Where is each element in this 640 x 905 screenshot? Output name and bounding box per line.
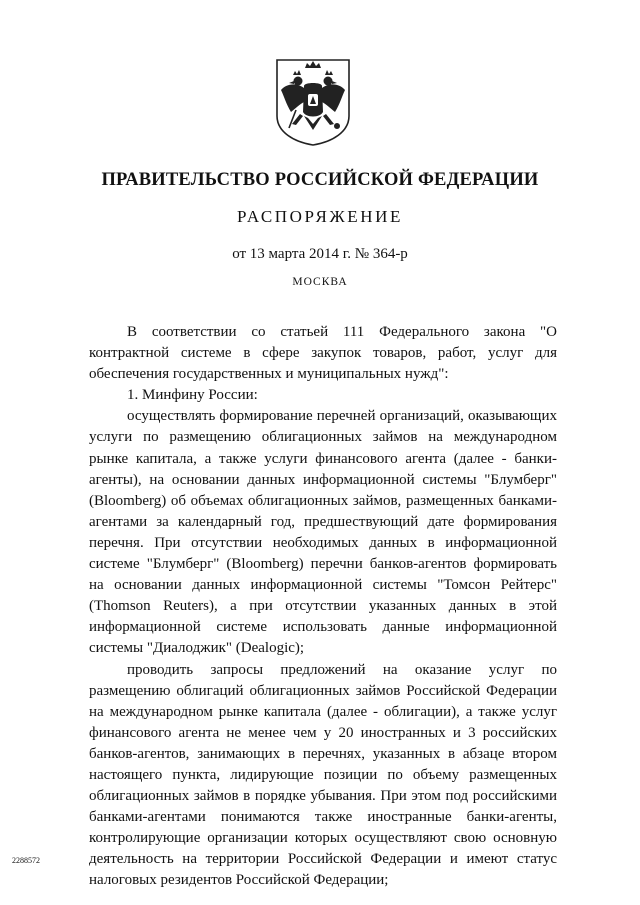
body-paragraph-item-1-heading: 1. Минфину России: (127, 387, 258, 404)
body-paragraph-list-formation: осуществлять формирование перечней организаций, оказывающих услуги по размещению облигационных займов на международном рынке капитала, а также услуги финансового агента (далее - банки-агенты), на основании данных информационной системы "Блумберг" (Bloomberg) об объемах облигационных займов, размещенных банками-агентами за календарный год, предшествующий дате формирования перечня. При отсутствии необходимых данных в информационной системе "Блумберг" (Bloomberg) перечни банков-агентов формировать на основании данных информационной системы "Томсон Рейтерс" (Thomson Reuters), а при отсутствии указанных данных в этой информационной системе использовать данные информационной системы "Диалоджик" (Dealogic); (89, 408, 557, 657)
body-paragraph-preamble: В соответствии со статьей 111 Федерального закона "О контрактной системе в сфере закупок товаров, работ, услуг для обеспечения государственных и муниципальных нужд": (89, 324, 557, 383)
russian-double-headed-eagle-icon (274, 58, 352, 146)
document-type: РАСПОРЯЖЕНИЕ (236, 207, 404, 226)
body-paragraph-requests: проводить запросы предложений на оказание услуг по размещению облигаций облигационных займов Российской Федерации на международном рынке капитала (далее - облигации), а также услуг финансового агента не менее чем у 20 иностранных и 3 российских банков-агентов, занимающих в перечнях, указанных в абзаце втором настоящего пункта, лидирующие позиции по объему размещенных облигационных займов в порядке убывания. При этом под российскими банками-агентами понимаются также иностранные банки-агенты, контролирующие организации которых осуществляют свою основную деятельность на территории Российской Федерации и имеют статус налоговых резидентов Российской Федерации; (89, 661, 557, 889)
document-code: 2288572 (12, 856, 40, 865)
document-body (89, 322, 557, 892)
document-city: МОСКВА (292, 276, 348, 288)
government-title: ПРАВИТЕЛЬСТВО РОССИЙСКОЙ ФЕДЕРАЦИИ (101, 170, 539, 190)
document-date-number: от 13 марта 2014 г. № 364-р (232, 246, 408, 262)
